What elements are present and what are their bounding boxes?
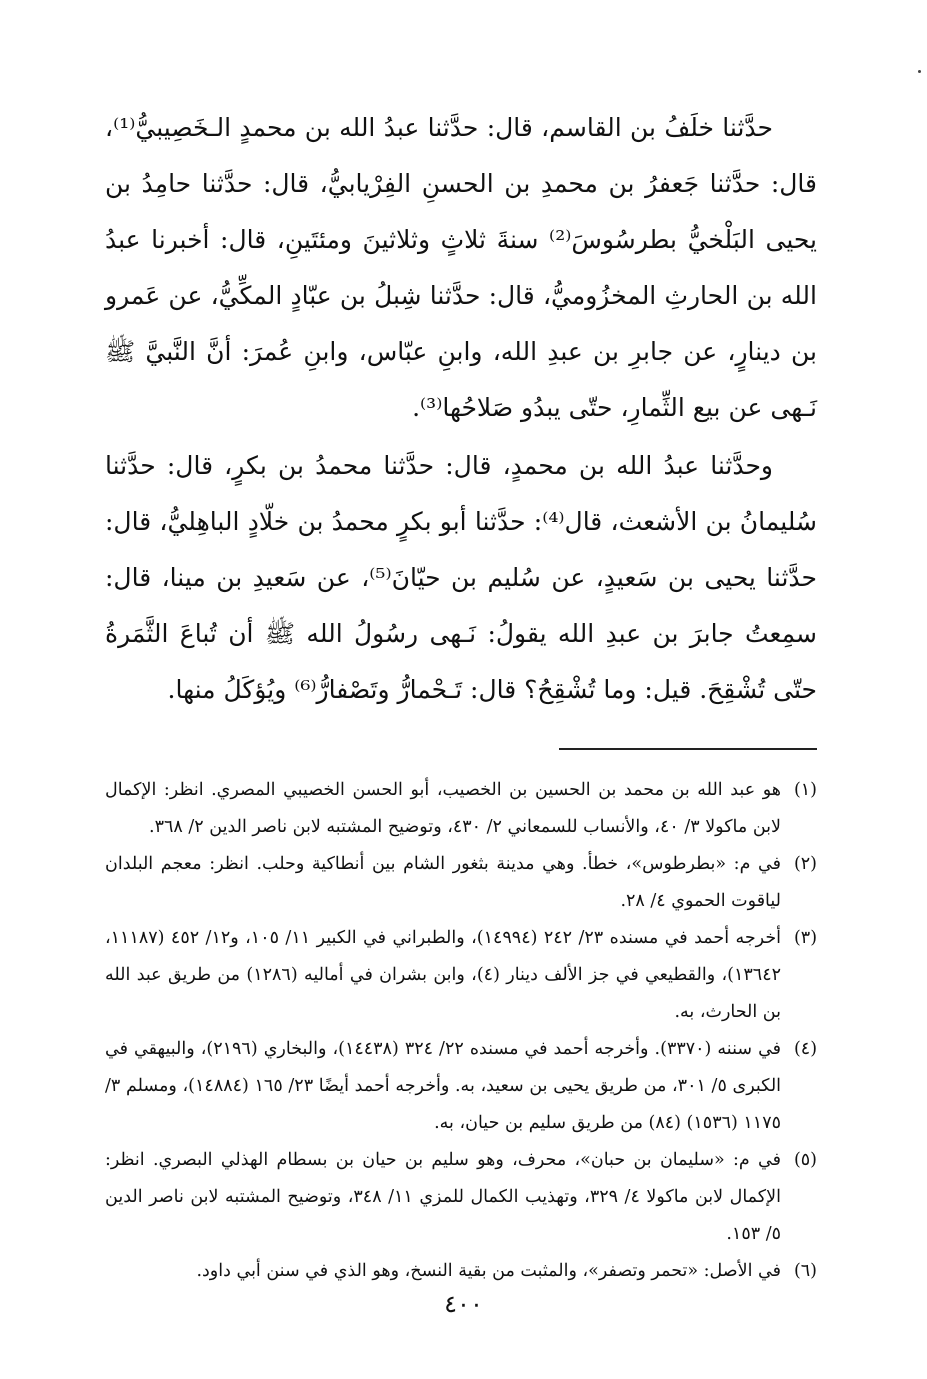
- footnote-number: (٦): [793, 1261, 817, 1281]
- footnotes: [105, 772, 817, 1290]
- page-content: [105, 100, 817, 1290]
- footnote-6: [105, 1253, 817, 1290]
- footnote-text: في م: «بطرطوس»، خطأ. وهي مدينة بثغور الشام بين أنطاكية وحلب. انظر: معجم البلدان لياقوت الحموي ٤/ ٢٨.: [105, 854, 781, 911]
- margin-dot: [918, 70, 921, 73]
- footnote-5: [105, 1142, 817, 1253]
- footnote-text: في م: «سليمان بن حبان»، محرف، وهو سليم بن حيان بن بسطام الهذلي البصري. انظر: الإكمال لابن ماكولا ٤/ ٣٢٩، وتهذيب الكمال للمزي ١١/ ٣٤٨، وتوضيح المشتبه لابن ناصر الدين ٥/ ١٥٣.: [105, 1150, 781, 1244]
- hadith-text: [105, 100, 817, 718]
- footnote-number: (١): [793, 780, 817, 800]
- footnote-text: في الأصل: «تحمر وتصفر»، والمثبت من بقية النسخ، وهو الذي في سنن أبي داود.: [196, 1261, 781, 1281]
- page-number: ٤٠٠: [444, 1290, 483, 1318]
- footnote-text: أخرجه أحمد في مسنده ٢٣/ ٢٤٢ (١٤٩٩٤)، والطبراني في الكبير ١١/ ١٠٥، و١٢/ ٤٥٢ (١١١٨٧، ١٣٦٤٢)، والقطيعي في جز الألف دينار (٤)، وابن بشران في أماليه (١٢٨٦) من طريق عبد الله بن الحارث، به.: [105, 928, 782, 1022]
- footnote-text: هو عبد الله بن محمد بن الحسين بن الخصيب، أبو الحسن الخصيبي المصري. انظر: الإكمال لابن ماكولا ٣/ ٤٠، والأنساب للسمعاني ٢/ ٤٣٠، وتوضيح المشتبه لابن ناصر الدين ٢/ ٣٦٨.: [105, 780, 781, 837]
- footnote-4: [105, 1031, 817, 1142]
- footnote-number: (٢): [793, 854, 817, 874]
- footnote-3: [105, 920, 817, 1031]
- footnote-number: (٣): [793, 928, 818, 948]
- footnote-number: (٤): [793, 1039, 818, 1059]
- footnote-2: [105, 846, 817, 920]
- footnote-1: [105, 772, 817, 846]
- hadith-paragraph-1: حدَّثنا خلَفُ بن القاسم، قال: حدَّثنا عبدُ الله بن محمدٍ الـخَصِيبيُّ⁽¹⁾، قال: حدَّثنا جَعفرُ بن محمدِ بن الحسنِ الفِرْيابيُّ، قال: حدَّثنا حامِدُ بن يحيى البَلْخيُّ بطرسُوسَ⁽²⁾ سنةَ ثلاثٍ وثلاثينَ ومئتَينِ، قال: أخبرنا عبدُ الله بن الحارثِ المخزُوميُّ، قال: حدَّثنا شِبلُ بن عبّادٍ المكِّيُّ، عن عَمرو بن دينارٍ، عن جابرِ بن عبدِ الله، وابنِ عبّاس، وابنِ عُمرَ: أنَّ النَّبيَّ ﷺ نَـهى عن بيع الثِّمارِ، حتّى يبدُو صَلاحُها⁽³⁾.: [105, 113, 818, 422]
- footnote-text: في سننه (٣٣٧٠). وأخرجه أحمد في مسنده ٢٢/ ٣٢٤ (١٤٤٣٨)، والبخاري (٢١٩٦)، والبيهقي في الكبرى ٥/ ٣٠١، من طريق يحيى بن سعيد، به. وأخرجه أحمد أيضًا ٢٣/ ١٦٥ (١٤٨٨٤)، ومسلم ٣/ ١١٧٥ (١٥٣٦) (٨٤) من طريق سليم بن حيان، به.: [105, 1039, 782, 1133]
- hadith-paragraph-2: وحدَّثنا عبدُ الله بن محمدٍ، قال: حدَّثنا محمدُ بن بكرٍ، قال: حدَّثنا سُليمانُ بن الأشعث، قال⁽⁴⁾: حدَّثنا أبو بكرٍ محمدُ بن خلّادٍ الباهِليُّ، قال: حدَّثنا يحيى بن سَعيدٍ، عن سُليم بن حيّانَ⁽⁵⁾، عن سَعيدِ بن مينا، قال: سمِعتُ جابرَ بن عبدِ الله يقولُ: نَـهى رسُولُ الله ﷺ أن تُباعَ الثَّمَرةُ حتّى تُشْقِحَ. قيل: وما تُشْقِحُ؟ قال: تَـحْمارُّ وتَصْفارُّ⁽⁶⁾ ويُؤكَلُ منها.: [105, 451, 817, 704]
- footnote-separator: [559, 748, 817, 750]
- footnote-number: (٥): [793, 1150, 817, 1170]
